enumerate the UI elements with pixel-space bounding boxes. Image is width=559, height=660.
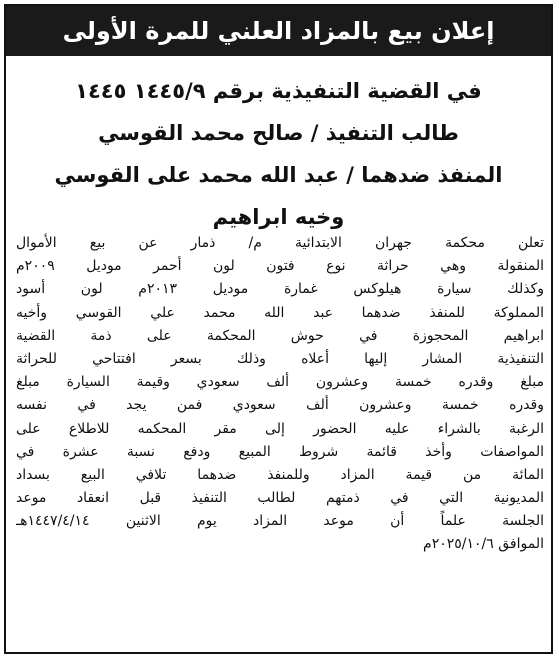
body-line: المواصفات وأخذ قائمة شروط المبيع ودفع نسبة عشرة في xyxy=(16,443,544,460)
body-line: الرغبة بالشراء عليه الحضور إلى مقر المحكمه للاطلاع على xyxy=(16,420,544,437)
announcement-banner xyxy=(6,6,551,56)
announcement-body xyxy=(16,232,544,557)
body-line: التنفيذية المشار إليها أعلاه وذلك بسعر افتتاحي للحراثة xyxy=(16,350,544,367)
body-line: مبلغ وقدره خمسة وعشرون ألف سعودي وقيمة السيارة مبلغ xyxy=(16,374,544,391)
body-line: الجلسة علماً أن موعد المزاد يوم الاثنين ١٤٤٧/٤/١٤هـ xyxy=(16,513,544,530)
body-line: المملوكة للمنفذ ضدهما عبد الله محمد علي القوسي وأخيه xyxy=(16,304,544,321)
body-line: المنقولة وهي حراثة نوع فتون لون أحمر موديل ٢٠٠٩م xyxy=(16,258,544,275)
banner-title: إعلان بيع بالمزاد العلني للمرة الأولى xyxy=(62,17,495,45)
defendant-brother-heading: وخيه ابراهيم xyxy=(212,205,345,229)
announcement-frame xyxy=(4,4,553,654)
case-headings xyxy=(6,70,551,238)
body-line: وقدره خمسة وعشرون ألف سعودي فمن يجد في نفسه xyxy=(16,397,544,414)
body-line: تعلن محكمة جهران الابتدائية م/ ذمار عن بيع الأموال xyxy=(16,235,544,251)
defendant-heading: المنفذ ضدهما / عبد الله محمد على القوسي xyxy=(54,163,503,187)
body-line: وكذلك سيارة هيلوكس غمارة موديل ٢٠١٣م لون أسود xyxy=(16,281,544,298)
claimant-heading: طالب التنفيذ / صالح محمد القوسي xyxy=(98,121,459,145)
case-number-heading: في القضية التنفيذية برقم ١٤٤٥/٩ ١٤٤٥ xyxy=(75,79,482,103)
body-line: ابراهيم المحجوزة في حوش المحكمة على ذمة القضية xyxy=(16,327,544,344)
body-line: المديونية التي في ذمتهم لطالب التنفيذ قبل انعقاد موعد xyxy=(16,490,544,507)
body-line: المائة من قيمة المزاد وللمنفذ ضدهما تلافي البيع بسداد xyxy=(16,466,544,483)
body-line-date: الموافق ٢٠٢٥/١٠/٦م xyxy=(423,536,544,553)
